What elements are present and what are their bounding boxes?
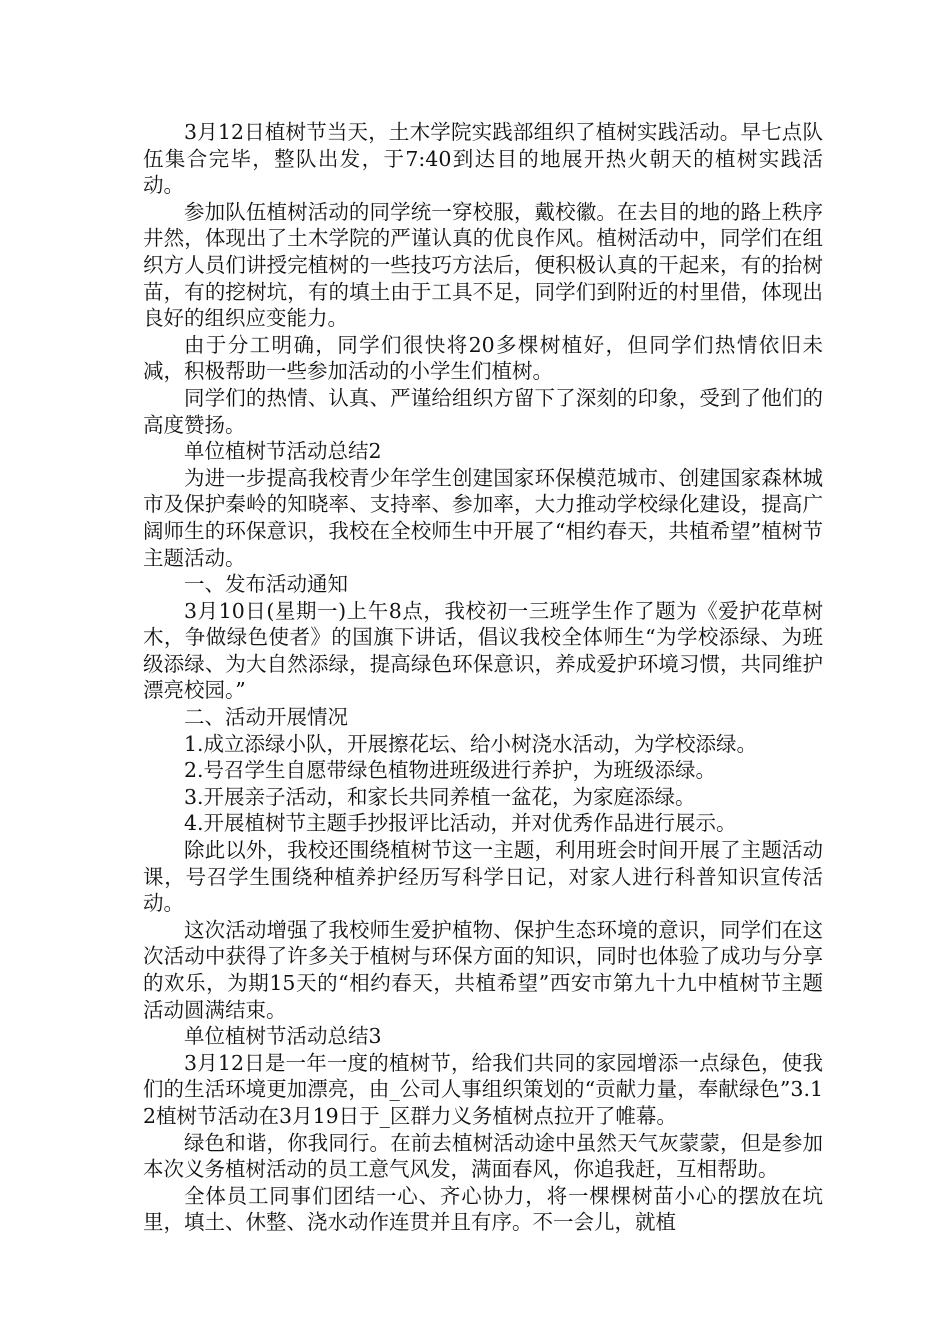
section-heading-2: 单位植树节活动总结2 (184, 439, 382, 464)
list-item-3: 3.开展亲子活动，和家长共同养植一盆花，为家庭添绿。 (184, 784, 696, 809)
subheading-2: 二、活动开展情况 (184, 705, 348, 730)
paragraph-10: 绿色和谐，你我同行。在前去植树活动途中虽然天气灰蒙蒙，但是参加本次义务植树活动的员工意气风发，满面春风，你追我赶，互相帮助。 (143, 1130, 823, 1182)
paragraph-6: 3月10日(星期一)上午8点，我校初一三班学生作了题为《爱护花草树木，争做绿色使者》的国旗下讲话，倡议我校全体师生“为学校添绿、为班级添绿、为大自然添绿，提高绿色环保意识，养成爱护环境习惯，共同维护漂亮校园。” (143, 598, 823, 703)
paragraph-5: 为进一步提高我校青少年学生创建国家环保模范城市、创建国家森林城市及保护秦岭的知晓率、支持率、参加率，大力推动学校绿化建设，提高广阔师生的环保意识，我校在全校师生中开展了“相约春天，共植希望”植树节主题活动。 (143, 465, 823, 570)
paragraph-8: 这次活动增强了我校师生爱护植物、保护生态环境的意识，同学们在这次活动中获得了许多关于植树与环保方面的知识，同时也体验了成功与分享的欢乐，为期15天的“相约春天，共植希望”西安市第九十九中植树节主题活动圆满结束。 (143, 917, 823, 1022)
paragraph-1: 3月12日植树节当天，土木学院实践部组织了植树实践活动。早七点队伍集合完毕，整队出发，于7:40到达目的地展开热火朝天的植树实践活动。 (143, 120, 823, 198)
paragraph-11: 全体员工同事们团结一心、齐心协力，将一棵棵树苗小心的摆放在坑里，填土、休整、浇水动作连贯并且有序。不一会儿，就植 (143, 1183, 823, 1235)
paragraph-9: 3月12日是一年一度的植树节，给我们共同的家园增添一点绿色，使我们的生活环境更加漂亮，由_公司人事组织策划的“贡献力量，奉献绿色”3.12植树节活动在3月19日于_区群力义务植树点拉开了帷幕。 (143, 1050, 823, 1128)
section-heading-3: 单位植树节活动总结3 (184, 1024, 382, 1049)
list-item-4: 4.开展植树节主题手抄报评比活动，并对优秀作品进行展示。 (184, 811, 737, 836)
paragraph-3: 由于分工明确，同学们很快将20多棵树植好，但同学们热情依旧未减，积极帮助一些参加活动的小学生们植树。 (143, 332, 823, 384)
paragraph-2: 参加队伍植树活动的同学统一穿校服，戴校徽。在去目的地的路上秩序井然，体现出了土木学院的严谨认真的优良作风。植树活动中，同学们在组织方人员们讲授完植树的一些技巧方法后，便积极认真的干起来，有的抬树苗，有的挖树坑，有的填土由于工具不足，同学们到附近的村里借，体现出良好的组织应变能力。 (143, 199, 823, 331)
paragraph-7: 除此以外，我校还围绕植树节这一主题，利用班会时间开展了主题活动课，号召学生围绕种植养护经历写科学日记，对家人进行科普知识宣传活动。 (143, 838, 823, 916)
document-body (143, 119, 823, 1236)
list-item-1: 1.成立添绿小队，开展擦花坛、给小树浇水活动，为学校添绿。 (184, 731, 758, 756)
subheading-1: 一、发布活动通知 (184, 572, 348, 597)
paragraph-4: 同学们的热情、认真、严谨给组织方留下了深刻的印象，受到了他们的高度赞扬。 (143, 385, 823, 437)
list-item-2: 2.号召学生自愿带绿色植物进班级进行养护，为班级添绿。 (184, 758, 717, 783)
